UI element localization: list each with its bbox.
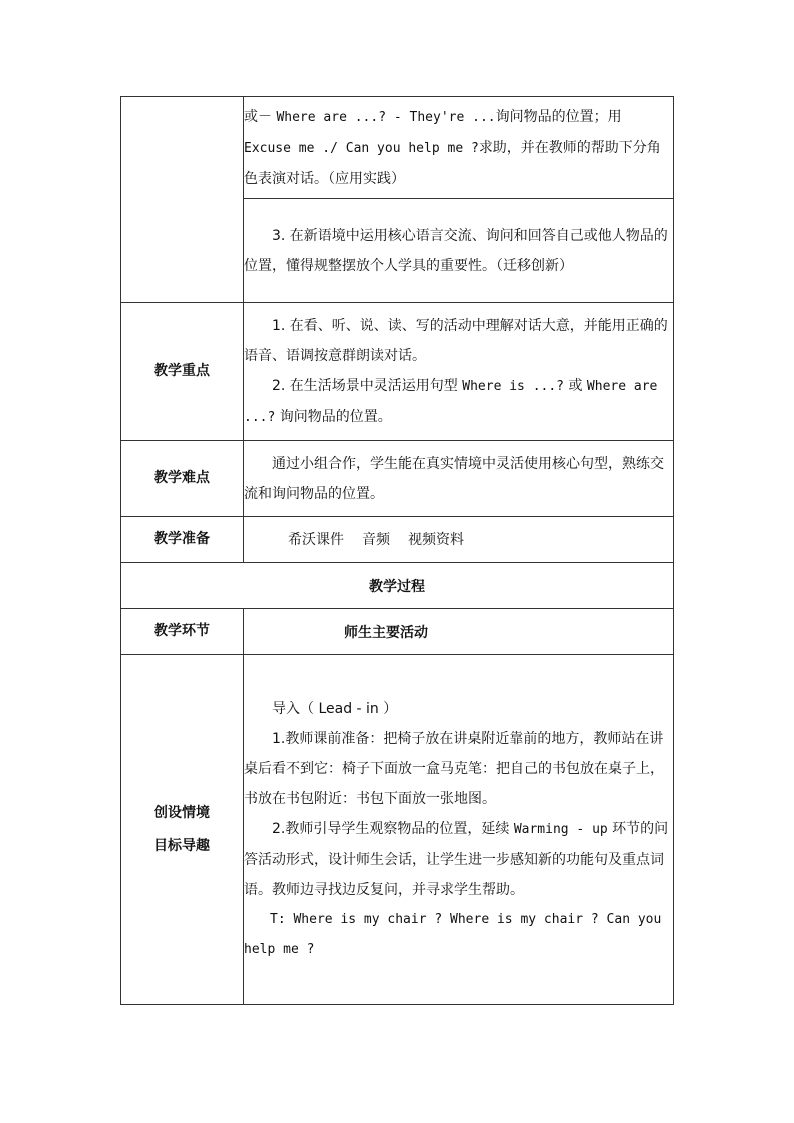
preparation-item: 视频资料 [408,531,464,548]
key-point-1: 1. 在看、听、说、读、写的活动中理解对话大意，并能用正确的语音、语调按意群朗读对话。 [244,317,668,364]
difficulties-cell [244,441,674,517]
lead-in-label-line-2: 目标导趣 [154,837,210,854]
goal-cont-paragraph-2: 3. 在新语境中运用核心语言交流、询问和回答自己或他人物品的位置，懂得规整摆放个人学具的重要性。（迁移创新） [244,227,668,274]
difficulties-text: 通过小组合作，学生能在真实情境中灵活使用核心句型，熟练交流和询问物品的位置。 [244,455,664,502]
lead-in-paragraph-2: 2.教师引导学生观察物品的位置，延续 Warming - up 环节的问答活动形式，设计师生会话，让学生进一步感知新的功能句及重点词语。教师边寻找边反复问，并寻求学生帮助。 [244,821,669,898]
preparation-row [121,517,674,563]
lead-in-label [121,655,244,1005]
lead-in-row [121,655,674,1005]
key-point-2: 2. 在生活场景中灵活运用句型 Where is ...? 或 Where are ...? 询问物品的位置。 [244,377,658,425]
preparation-item: 希沃课件 [288,531,344,548]
difficulties-label: 教学难点 [121,441,244,517]
stage-header-row [121,609,674,655]
process-header: 教学过程 [121,563,674,609]
key-points-label: 教学重点 [121,303,244,441]
goal-cont-cell-1 [244,97,674,199]
key-points-cell [244,303,674,441]
preparation-label: 教学准备 [121,517,244,563]
lead-in-cell [244,655,674,1005]
goal-cont-row-1 [121,97,674,199]
lesson-plan-table [120,96,674,1005]
key-points-row [121,303,674,441]
stage-header-right: 师生主要活动 [244,609,674,655]
process-header-row [121,563,674,609]
lead-in-title: 导入（ Lead - in ） [272,701,398,717]
lead-in-label-line-1: 创设情境 [154,804,210,821]
goal-label-cell [121,97,244,303]
lead-in-paragraph-1: 1.教师课前准备：把椅子放在讲桌附近靠前的地方，教师站在讲桌后看不到它：椅子下面放一盒马克笔：把自己的书包放在桌子上，书放在书包附近：书包下面放一张地图。 [244,731,664,807]
stage-header-left: 教学环节 [121,609,244,655]
goal-cont-paragraph-1: 或－ Where are ...? - They're ...询问物品的位置；用 Excuse me ./ Can you help me ?求助，并在教师的帮助下分角色表演对话。（应用实践） [244,108,661,187]
preparation-item: 音频 [362,531,390,548]
goal-cont-cell-2 [244,199,674,303]
lead-in-dialogue: T: Where is my chair ? Where is my chair ? Can you help me ? [244,912,662,957]
preparation-cell [244,517,674,563]
difficulties-row [121,441,674,517]
